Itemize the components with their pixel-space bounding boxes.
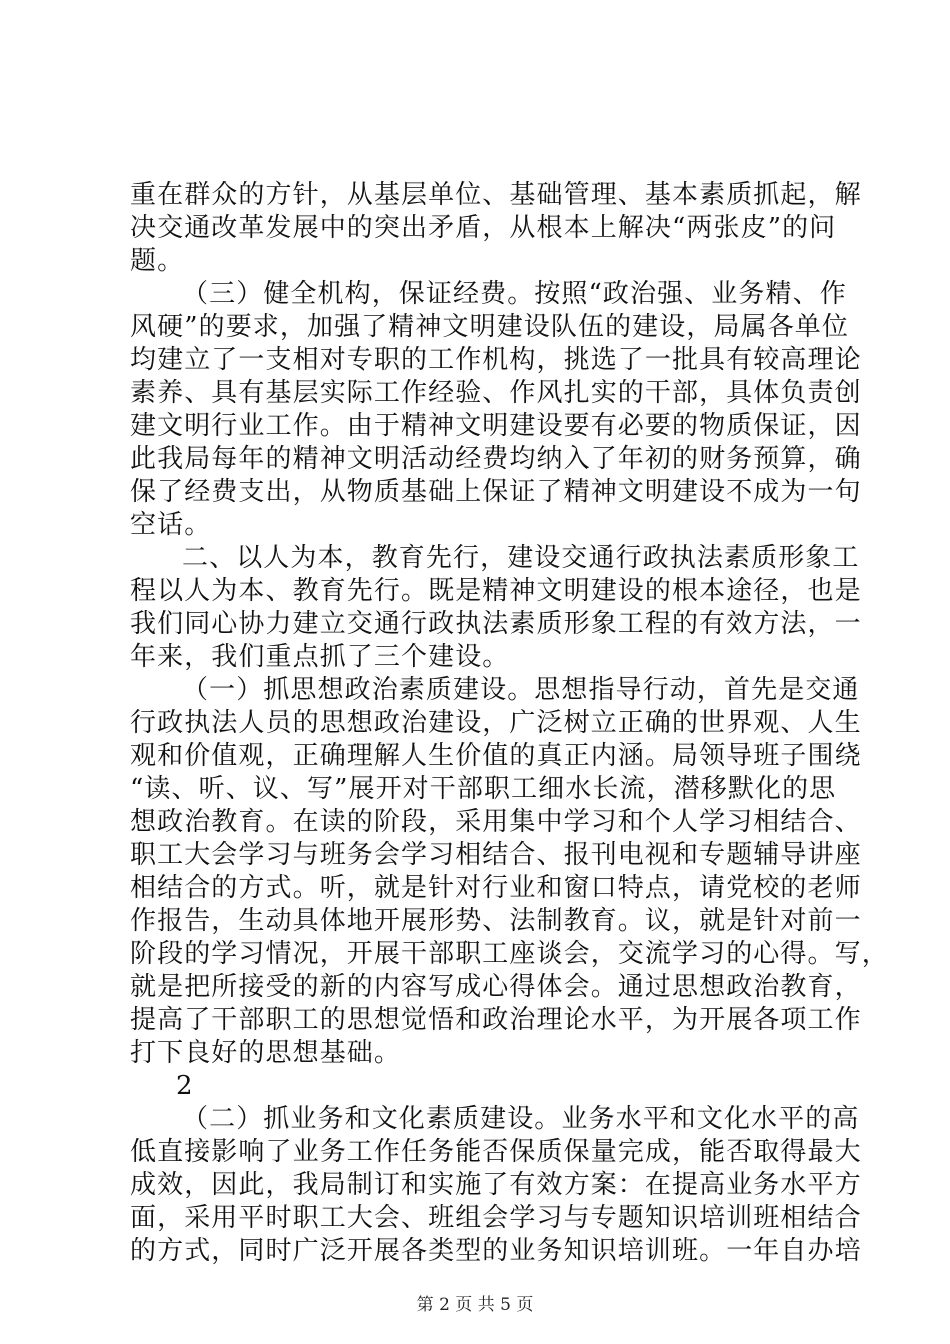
text-line: 风硬”的要求，加强了精神文明建设队伍的建设，局属各单位 <box>130 312 849 342</box>
page-number-marker: 2 <box>176 1071 194 1101</box>
text-line: 题。 <box>130 246 185 276</box>
text-line: （一）抓思想政治素质建设。思想指导行动，首先是交通 <box>182 675 860 705</box>
text-line: 建文明行业工作。由于精神文明建设要有必要的物质保证，因 <box>130 411 862 441</box>
text-line: 程以人为本、教育先行。既是精神文明建设的根本途径，也是 <box>130 576 862 606</box>
text-line: 均建立了一支相对专职的工作机构，挑选了一批具有较高理论 <box>130 345 862 375</box>
text-line: 提高了干部职工的思想觉悟和政治理论水平，为开展各项工作 <box>130 1005 862 1035</box>
text-line: 决交通改革发展中的突出矛盾，从根本上解决“两张皮”的问 <box>130 213 837 243</box>
text-line: 观和价值观，正确理解人生价值的真正内涵。局领导班子围绕 <box>130 741 862 771</box>
text-line: 此我局每年的精神文明活动经费均纳入了年初的财务预算，确 <box>130 444 862 474</box>
text-line: 面，采用平时职工大会、班组会学习与专题知识培训班相结合 <box>130 1203 862 1233</box>
text-line: 职工大会学习与班务会学习相结合、报刊电视和专题辅导讲座 <box>130 840 862 870</box>
text-line: 作报告，生动具体地开展形势、法制教育。议，就是针对前一 <box>130 906 862 936</box>
text-line: 行政执法人员的思想政治建设，广泛树立正确的世界观、人生 <box>130 708 862 738</box>
text-line: 阶段的学习情况，开展干部职工座谈会，交流学习的心得。写， <box>130 939 889 969</box>
text-line: 想政治教育。在读的阶段，采用集中学习和个人学习相结合、 <box>130 807 862 837</box>
text-line: 空话。 <box>130 510 212 540</box>
text-line: （二）抓业务和文化素质建设。业务水平和文化水平的高 <box>182 1104 860 1134</box>
text-line: 就是把所接受的新的内容写成心得体会。通过思想政治教育， <box>130 972 862 1002</box>
text-line: 的方式，同时广泛开展各类型的业务知识培训班。一年自办培 <box>130 1236 862 1266</box>
text-line: 成效，因此，我局制订和实施了有效方案：在提高业务水平方 <box>130 1170 862 1200</box>
text-line: 素养、具有基层实际工作经验、作风扎实的干部，具体负责创 <box>130 378 862 408</box>
text-line: 二、以人为本，教育先行，建设交通行政执法素质形象工 <box>182 543 860 573</box>
text-line: 重在群众的方针，从基层单位、基础管理、基本素质抓起，解 <box>130 180 862 210</box>
text-line: 低直接影响了业务工作任务能否保质保量完成，能否取得最大 <box>130 1137 862 1167</box>
text-line: （三）健全机构，保证经费。按照“政治强、业务精、作 <box>182 279 847 309</box>
text-line: “读、听、议、写”展开对干部职工细水长流，潜移默化的思 <box>130 774 837 804</box>
text-line: 相结合的方式。听，就是针对行业和窗口特点，请党校的老师 <box>130 873 862 903</box>
text-line: 打下良好的思想基础。 <box>130 1038 402 1068</box>
text-line: 年来，我们重点抓了三个建设。 <box>130 642 510 672</box>
text-line: 我们同心协力建立交通行政执法素质形象工程的有效方法，一 <box>130 609 862 639</box>
page-footer: 第 2 页 共 5 页 <box>416 1295 534 1315</box>
text-line: 保了经费支出，从物质基础上保证了精神文明建设不成为一句 <box>130 477 862 507</box>
